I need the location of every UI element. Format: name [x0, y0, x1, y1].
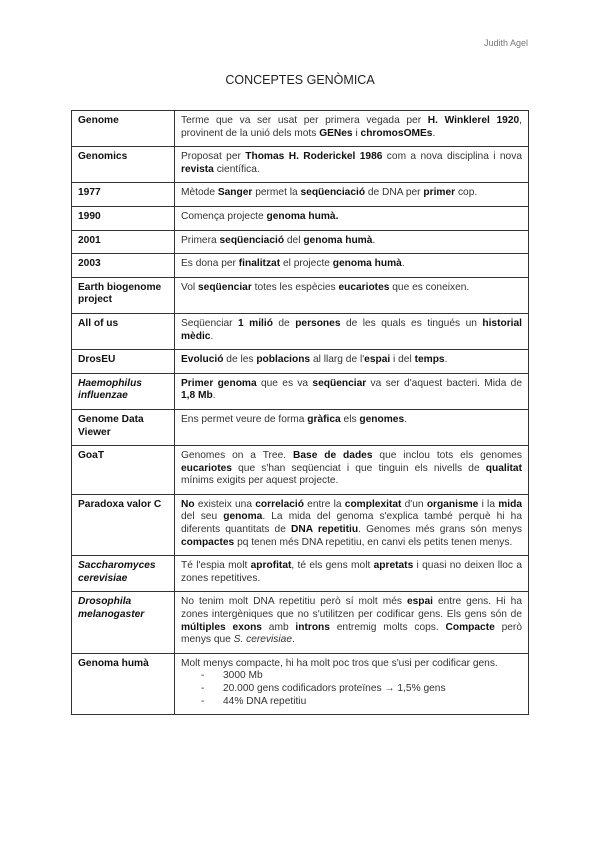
concept-term: Drosophila melanogaster [72, 592, 175, 653]
text-run: amb [261, 621, 296, 633]
concept-definition [175, 313, 529, 349]
text-run: pq tenen més DNA repetitiu, en canvi els petits tenen menys. [234, 536, 513, 548]
bold-text: espai [406, 596, 433, 608]
text-run: . [372, 234, 376, 246]
text-run: entremig molts cops. [329, 621, 446, 633]
text-run: permet la [252, 187, 301, 199]
concept-definition [175, 277, 529, 313]
concept-term: 2003 [72, 254, 175, 278]
text-run: , provinent de la unió dels mots [181, 115, 522, 139]
concept-definition [175, 147, 529, 183]
facts-list [181, 670, 522, 708]
bold-text: Primer genoma [181, 377, 257, 389]
text-run: com a nova disciplina i nova [382, 151, 522, 163]
concept-term: 1977 [72, 183, 175, 207]
text-run: No tenim molt DNA repetitiu però sí molt més [181, 596, 407, 608]
text-run: Terme que va ser usat per primera vegada per [181, 115, 428, 126]
bold-text: DNA repetitiu [291, 524, 359, 536]
concept-definition [175, 494, 529, 555]
list-item: - 44% DNA repetitiu [201, 696, 522, 709]
bold-text: No [181, 498, 195, 510]
table-row [72, 409, 529, 445]
text-run: Seqüenciar [181, 317, 239, 329]
concept-definition [175, 556, 529, 592]
bold-text: 1 milió [238, 317, 273, 329]
table-row [72, 556, 529, 592]
text-run: . [432, 127, 436, 139]
concept-definition [175, 446, 529, 495]
text-run: Ens permet veure de forma [181, 413, 308, 425]
bold-text: seqüenciar [198, 281, 252, 293]
text-run: que s'han seqüenciat i que tinguin els nivells de [231, 462, 486, 474]
concept-definition [175, 183, 529, 207]
concept-definition [175, 206, 529, 230]
concepts-table-body [72, 111, 529, 715]
bold-text: organisme [426, 498, 479, 510]
bold-text: Evolució [181, 354, 224, 366]
text-run: Primera [181, 234, 220, 246]
concept-definition [175, 653, 529, 714]
concept-term: Genome Data Viewer [72, 409, 175, 445]
bold-text: poblacions [256, 354, 311, 366]
text-run: al llarg de l' [310, 354, 365, 366]
table-row [72, 653, 529, 714]
concept-definition [175, 373, 529, 409]
concept-definition [175, 254, 529, 278]
text-run: . [444, 354, 448, 366]
table-row [72, 147, 529, 183]
text-run: totes les espècies [251, 281, 339, 293]
text-run: . [404, 413, 407, 425]
bold-text: genoma humà [332, 258, 402, 270]
text-run: i quasi no deixen lloc a zones repetitives. [181, 560, 522, 584]
text-run: Mètode [181, 187, 218, 199]
bold-text: historial mèdic [181, 317, 523, 342]
text-run: però menys que [181, 621, 522, 646]
concept-term: Haemophilus influenzae [72, 373, 175, 409]
concept-term: DrosEU [72, 350, 175, 374]
bold-text: persones [295, 317, 341, 329]
bold-text: Base de dades [293, 450, 373, 462]
bold-text: aprofitat [250, 560, 292, 572]
text-run: existeix una [194, 498, 256, 510]
bold-text: genomes [359, 413, 405, 425]
bold-text: complexitat [344, 498, 402, 510]
concept-term: Earth biogenome project [72, 277, 175, 313]
text-run: entre la [303, 498, 345, 510]
text-run: científica. [213, 163, 260, 175]
concept-term: GoaT [72, 446, 175, 495]
concept-term: Paradoxa valor C [72, 494, 175, 555]
bold-text: seqüenciació [219, 234, 285, 246]
bold-text: Thomas H. Roderickel 1986 [245, 151, 383, 163]
italic-text: S. cerevisiae [233, 634, 292, 646]
concept-term: Genomics [72, 147, 175, 183]
bold-text: gràfica [307, 413, 341, 425]
text-run: , té els gens molt [291, 560, 374, 572]
text-run: Es dona per [181, 258, 239, 270]
bold-text: introns [295, 621, 330, 633]
bold-text: genoma [223, 511, 263, 523]
text-run: . [401, 258, 405, 270]
table-row [72, 446, 529, 495]
list-item: - 20.000 gens codificadors proteïnes → 1,5% gens [201, 683, 522, 696]
list-item: - 3000 Mb [201, 670, 522, 683]
text-run: que es coneixen. [389, 281, 470, 293]
author-name: Judith Agel [483, 38, 528, 48]
table-row [72, 254, 529, 278]
bold-text: revista [181, 163, 214, 175]
concept-term: 1990 [72, 206, 175, 230]
bold-text: genoma humà [303, 234, 373, 246]
text-run: cop. [455, 187, 478, 199]
bold-text: seqüenciació [300, 187, 366, 199]
bold-text: apretats [373, 560, 414, 572]
page-title: CONCEPTES GENÒMICA [225, 73, 375, 87]
table-row [72, 111, 529, 147]
bold-text: Sanger [217, 187, 253, 199]
bold-text: finalitzat [238, 258, 281, 270]
bold-text: genoma humà. [266, 210, 339, 222]
table-row [72, 206, 529, 230]
concept-term: All of us [72, 313, 175, 349]
table-row [72, 313, 529, 349]
text-run: Proposat per [181, 151, 246, 163]
text-run: del [284, 234, 304, 246]
bold-text: seqüenciar [312, 377, 367, 389]
bold-text: chromosOMEs [360, 127, 433, 139]
concept-definition [175, 230, 529, 254]
text-run: . Genomes més grans són menys [358, 524, 523, 536]
text-run: Comença projecte [181, 210, 267, 222]
text-run: . [212, 390, 216, 402]
bold-text: múltiples exons [181, 621, 262, 633]
concept-definition [175, 592, 529, 653]
text-run: que es va [256, 377, 313, 389]
text-run: que inclou tots els genomes [372, 450, 522, 462]
text-run: entre gens. Hi ha zones intergèniques que no s'utilitzen per codificar gens. Els gens són de [181, 596, 522, 621]
table-row [72, 373, 529, 409]
table-row [72, 277, 529, 313]
text-run: i [352, 127, 361, 139]
concept-term: 2001 [72, 230, 175, 254]
text-run: mínims exigits per aquest projecte. [181, 475, 339, 487]
concept-definition [175, 111, 529, 147]
bold-text: compactes [181, 536, 235, 548]
bold-text: eucariotes [338, 281, 390, 293]
table-row [72, 183, 529, 207]
text-run: . [210, 330, 214, 342]
text-run: i la [478, 498, 499, 510]
bold-text: temps [414, 354, 445, 366]
table-row [72, 494, 529, 555]
bold-text: qualitat [485, 462, 522, 474]
text-run: els [340, 413, 360, 425]
bold-text: correlació [255, 498, 304, 510]
text-run: i del [390, 354, 415, 366]
bold-text: 1,8 Mb [181, 390, 213, 402]
concept-term: Saccharomyces cerevisiae [72, 556, 175, 592]
concept-term: Genome [72, 111, 175, 147]
concepts-table [71, 110, 529, 715]
bold-text: H. Winklerel 1920 [427, 115, 520, 126]
text-run: de les [223, 354, 257, 366]
text-run: Molt menys compacte, hi ha molt poc tros que s'usi per codificar gens. [181, 657, 498, 669]
bold-text: primer [423, 187, 456, 199]
table-row [72, 230, 529, 254]
text-run: de [272, 317, 296, 329]
table-row [72, 592, 529, 653]
concept-definition [175, 350, 529, 374]
text-run: Vol [181, 281, 198, 293]
text-run: de DNA per [365, 187, 424, 199]
text-run: Té l'espia molt [181, 560, 251, 572]
text-run: Genomes on a Tree. [181, 450, 293, 462]
text-run: va ser d'aquest bacteri. Mida de [366, 377, 523, 389]
bold-text: eucariotes [181, 462, 232, 474]
text-run: . [292, 634, 295, 646]
bold-text: mida [498, 498, 522, 510]
concept-term: Genoma humà [72, 653, 175, 714]
text-run: de les quals es tingués un [340, 317, 483, 329]
bold-text: Compacte [445, 621, 495, 633]
bold-text: espai [364, 354, 391, 366]
text-run: del seu [181, 511, 224, 523]
table-row [72, 350, 529, 374]
bold-text: GENes [319, 127, 353, 139]
text-run: d'un [401, 498, 427, 510]
text-run: el projecte [280, 258, 333, 270]
text-run: . La mida del genoma s'explica també perquè hi ha diferents quantitats de [181, 511, 522, 536]
concept-definition [175, 409, 529, 445]
